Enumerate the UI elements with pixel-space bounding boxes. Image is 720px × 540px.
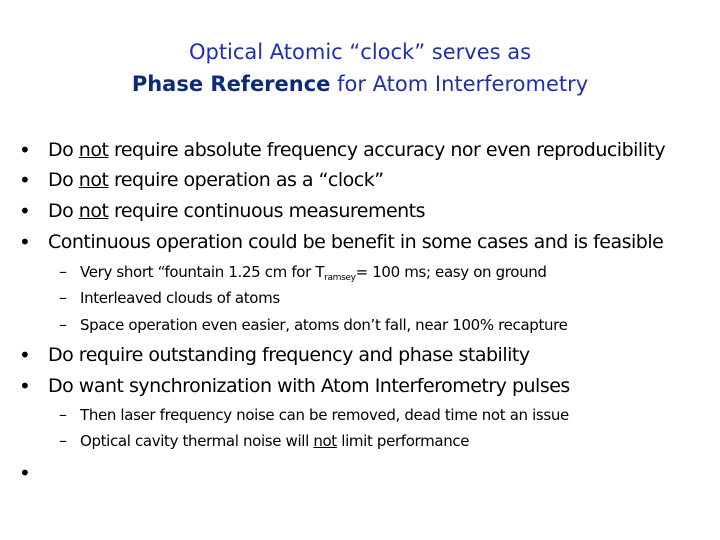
sub-bullet-text: Very short “fountain 1.25 cm for $T_{ramsey}= 100$ ms; easy on ground (80, 263, 547, 283)
bullet-item (0, 196, 720, 226)
dash-marker: – (59, 315, 67, 334)
sub-bullet-text: Interleaved clouds of atoms (80, 289, 280, 307)
sub-bullet-item (0, 259, 720, 285)
sub-bullet-text: Then laser frequency noise can be removed, dead time not an issue (80, 406, 569, 424)
bullet-text: Continuous operation could be benefit in some cases and is feasible (48, 231, 664, 253)
bullet-dot: • (19, 343, 31, 367)
bullet-dot: • (19, 230, 31, 254)
sub-bullet-item (0, 402, 720, 428)
bullet-item (0, 227, 720, 257)
sub-bullet-item (0, 428, 720, 454)
bullet-text: Do want synchronization with Atom Interferometry pulses (48, 375, 570, 397)
dash-marker: – (59, 262, 67, 281)
title-line-2 (0, 68, 720, 100)
bullet-dot: • (19, 138, 31, 162)
bullet-item (0, 371, 720, 401)
dash-marker: – (59, 431, 67, 450)
bullet-item (0, 340, 720, 370)
dash-marker: – (59, 405, 67, 424)
title-emphasis: Phase Reference (131, 72, 331, 96)
bullet-text: Do not require absolute frequency accuracy nor even reproducibility (48, 139, 666, 161)
title-line-1: Optical Atomic “clock” serves as (188, 40, 532, 64)
empty-bullet-item (0, 458, 720, 488)
bullet-dot: • (19, 374, 31, 398)
bullet-dot: • (19, 461, 31, 485)
bullet-text: Do not require continuous measurements (48, 200, 426, 222)
sub-bullet-item (0, 285, 720, 311)
bullet-dot: • (19, 168, 31, 192)
slide-title (0, 36, 720, 100)
dash-marker: – (59, 288, 67, 307)
sub-bullet-text: Optical cavity thermal noise will not limit performance (80, 432, 470, 450)
bullet-text: Do require outstanding frequency and phase stability (48, 344, 530, 366)
bullet-item (0, 135, 720, 165)
bullet-dot: • (19, 199, 31, 223)
sub-bullet-item (0, 312, 720, 338)
bullet-text: Do not require operation as a “clock” (48, 169, 384, 191)
title-line-2-rest: for Atom Interferometry (330, 72, 589, 96)
sub-bullet-text: Space operation even easier, atoms don’t fall, near 100% recapture (80, 316, 568, 334)
bullet-item (0, 165, 720, 195)
